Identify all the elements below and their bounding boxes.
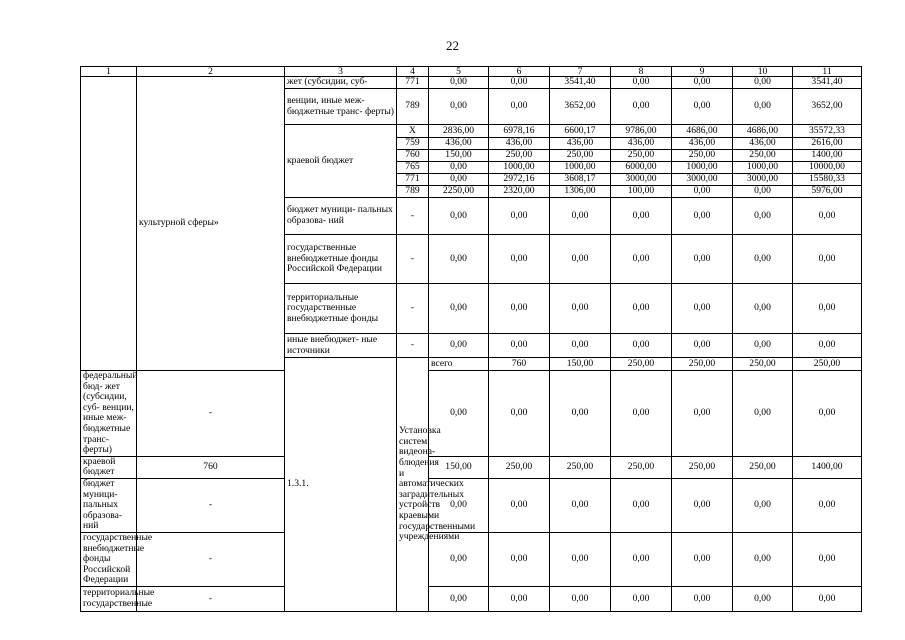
value-cell: 1400,00 (793, 150, 862, 162)
value-cell: 0,00 (672, 89, 733, 125)
value-cell: 0,00 (733, 186, 793, 198)
value-cell: 0,00 (429, 77, 489, 89)
value-cell: 2320,00 (489, 186, 550, 198)
table-row (81, 532, 862, 586)
header-cell: 7 (550, 67, 611, 77)
value-cell: 3000,00 (611, 174, 672, 186)
value-cell: 0,00 (793, 235, 862, 284)
header-cell: 3 (285, 67, 397, 77)
value-cell: 0,00 (733, 532, 793, 586)
code-cell: - (137, 586, 285, 611)
value-cell: 0,00 (611, 371, 672, 457)
table-row (81, 456, 862, 478)
item-number-cell: 1.3.1. (285, 358, 397, 612)
value-cell: 0,00 (550, 478, 611, 532)
value-cell: 4686,00 (733, 125, 793, 138)
header-cell: 1 (81, 67, 137, 77)
value-cell: 0,00 (733, 235, 793, 284)
value-cell: 436,00 (611, 138, 672, 150)
value-cell: 150,00 (550, 358, 611, 371)
code-cell: 789 (397, 89, 429, 125)
code-cell: - (397, 235, 429, 284)
value-cell: 0,00 (611, 198, 672, 235)
header-cell: 8 (611, 67, 672, 77)
code-cell: 760 (397, 150, 429, 162)
table-row (81, 371, 862, 457)
value-cell: 6978,16 (489, 125, 550, 138)
value-cell: 0,00 (733, 77, 793, 89)
value-cell: 35572,33 (793, 125, 862, 138)
value-cell: 6000,00 (611, 162, 672, 174)
value-cell: 0,00 (550, 586, 611, 611)
value-cell: 250,00 (672, 456, 733, 478)
value-cell: 250,00 (550, 456, 611, 478)
value-cell: 3000,00 (672, 174, 733, 186)
funding-source-cell: жет (субсидии, суб- (285, 77, 397, 89)
code-cell: 760 (489, 358, 550, 371)
value-cell: 0,00 (611, 284, 672, 334)
value-cell: 15580,33 (793, 174, 862, 186)
value-cell: 0,00 (793, 586, 862, 611)
value-cell: 2972,16 (489, 174, 550, 186)
value-cell: 0,00 (429, 334, 489, 358)
header-cell: 11 (793, 67, 862, 77)
code-cell: - (137, 532, 285, 586)
value-cell: 0,00 (489, 284, 550, 334)
value-cell: 0,00 (550, 284, 611, 334)
value-cell: 0,00 (429, 478, 489, 532)
value-cell: 0,00 (793, 478, 862, 532)
value-cell: 6600,17 (550, 125, 611, 138)
funding-source-cell: территориальные государственные (81, 586, 137, 611)
value-cell: 250,00 (733, 150, 793, 162)
item-number-cell (81, 77, 137, 371)
value-cell: 0,00 (429, 371, 489, 457)
value-cell: 3000,00 (733, 174, 793, 186)
value-cell: 0,00 (429, 174, 489, 186)
code-cell: - (137, 371, 285, 457)
value-cell: 5976,00 (793, 186, 862, 198)
value-cell: 0,00 (550, 235, 611, 284)
value-cell: 0,00 (672, 334, 733, 358)
table-row (81, 586, 862, 611)
value-cell: 2836,00 (429, 125, 489, 138)
value-cell: 250,00 (672, 150, 733, 162)
value-cell: 0,00 (611, 532, 672, 586)
value-cell: 436,00 (672, 138, 733, 150)
value-cell: 1000,00 (672, 162, 733, 174)
header-cell: 5 (429, 67, 489, 77)
budget-table (80, 66, 862, 612)
value-cell: 0,00 (550, 198, 611, 235)
header-cell: 10 (733, 67, 793, 77)
value-cell: 0,00 (429, 198, 489, 235)
value-cell: 0,00 (793, 371, 862, 457)
funding-source-cell: иные внебюджет- ные источники (285, 334, 397, 358)
code-cell: 789 (397, 186, 429, 198)
code-cell: 765 (397, 162, 429, 174)
value-cell: 436,00 (550, 138, 611, 150)
value-cell: 0,00 (550, 334, 611, 358)
value-cell: 0,00 (550, 532, 611, 586)
value-cell: 10000,00 (793, 162, 862, 174)
code-cell: 759 (397, 138, 429, 150)
value-cell: 0,00 (672, 478, 733, 532)
value-cell: 0,00 (489, 77, 550, 89)
value-cell: 250,00 (793, 358, 862, 371)
value-cell: 0,00 (672, 186, 733, 198)
value-cell: 0,00 (429, 284, 489, 334)
value-cell: 150,00 (429, 456, 489, 478)
value-cell: 0,00 (489, 478, 550, 532)
value-cell: 3541,40 (550, 77, 611, 89)
value-cell: 250,00 (489, 456, 550, 478)
value-cell: 9786,00 (611, 125, 672, 138)
funding-source-cell: венции, иные меж- бюджетные транс- ферты) (285, 89, 397, 125)
value-cell: 2250,00 (429, 186, 489, 198)
value-cell: 0,00 (672, 284, 733, 334)
code-cell: - (137, 478, 285, 532)
value-cell: 1400,00 (793, 456, 862, 478)
value-cell: 250,00 (611, 150, 672, 162)
value-cell: 0,00 (733, 334, 793, 358)
value-cell: 0,00 (611, 77, 672, 89)
value-cell: 3541,40 (793, 77, 862, 89)
header-cell: 9 (672, 67, 733, 77)
value-cell: 1000,00 (550, 162, 611, 174)
value-cell: 0,00 (672, 77, 733, 89)
table-row (81, 77, 862, 89)
value-cell: 0,00 (429, 162, 489, 174)
value-cell: 0,00 (733, 198, 793, 235)
code-cell: - (397, 334, 429, 358)
value-cell: 0,00 (429, 586, 489, 611)
value-cell: 1306,00 (550, 186, 611, 198)
value-cell: 250,00 (550, 150, 611, 162)
value-cell: 250,00 (489, 150, 550, 162)
funding-source-cell: краевой бюджет (81, 456, 137, 478)
code-cell: X (397, 125, 429, 138)
value-cell: 2616,00 (793, 138, 862, 150)
header-cell: 2 (137, 67, 285, 77)
value-cell: 0,00 (550, 371, 611, 457)
value-cell: 3608,17 (550, 174, 611, 186)
header-cell: 6 (489, 67, 550, 77)
value-cell: 150,00 (429, 150, 489, 162)
value-cell: 250,00 (611, 358, 672, 371)
value-cell: 436,00 (489, 138, 550, 150)
value-cell: 1000,00 (733, 162, 793, 174)
value-cell: 0,00 (672, 586, 733, 611)
value-cell: 0,00 (733, 89, 793, 125)
value-cell: 100,00 (611, 186, 672, 198)
value-cell: 0,00 (672, 235, 733, 284)
value-cell: 0,00 (733, 478, 793, 532)
funding-source-cell: бюджет муници- пальных образова- ний (285, 198, 397, 235)
value-cell: 250,00 (611, 456, 672, 478)
value-cell: 250,00 (733, 358, 793, 371)
value-cell: 3652,00 (550, 89, 611, 125)
value-cell: 0,00 (733, 284, 793, 334)
value-cell: 0,00 (489, 198, 550, 235)
code-cell: - (397, 198, 429, 235)
funding-source-cell: бюджет муници- пальных образова- ний (81, 478, 137, 532)
value-cell: 0,00 (672, 532, 733, 586)
value-cell: 0,00 (489, 334, 550, 358)
value-cell: 1000,00 (489, 162, 550, 174)
funding-source-cell: федеральный бюд- жет (субсидии, суб- венции, иные меж- бюджетные транс- ферты) (81, 371, 137, 457)
value-cell: 436,00 (429, 138, 489, 150)
funding-source-cell: краевой бюджет (285, 125, 397, 198)
header-cell: 4 (397, 67, 429, 77)
value-cell: 436,00 (733, 138, 793, 150)
value-cell: 0,00 (429, 532, 489, 586)
funding-source-cell: государственные внебюджетные фонды Российской Федерации (285, 235, 397, 284)
value-cell: 0,00 (793, 198, 862, 235)
value-cell: 0,00 (611, 235, 672, 284)
value-cell: 0,00 (793, 334, 862, 358)
value-cell: 0,00 (489, 235, 550, 284)
value-cell: 0,00 (733, 586, 793, 611)
funding-source-cell: всего (429, 358, 489, 371)
table-header-row (81, 67, 862, 77)
value-cell: 0,00 (489, 532, 550, 586)
value-cell: 250,00 (733, 456, 793, 478)
value-cell: 0,00 (429, 235, 489, 284)
value-cell: 0,00 (489, 586, 550, 611)
funding-source-cell: территориальные государственные внебюджетные фонды (285, 284, 397, 334)
value-cell: 0,00 (611, 89, 672, 125)
value-cell: 0,00 (429, 89, 489, 125)
value-cell: 0,00 (611, 478, 672, 532)
funding-source-cell: государственные внебюджетные фонды Российской Федерации (81, 532, 137, 586)
code-cell: 771 (397, 174, 429, 186)
code-cell: 771 (397, 77, 429, 89)
value-cell: 0,00 (793, 284, 862, 334)
item-name-cell: культурной сферы» (137, 77, 285, 371)
value-cell: 0,00 (611, 586, 672, 611)
page-number: 22 (446, 38, 459, 53)
value-cell: 0,00 (733, 371, 793, 457)
value-cell: 0,00 (489, 89, 550, 125)
item-name-cell: Установка систем видеона- блюдения и автоматических заградительных устройств краевыми государственными учреждениями (397, 358, 429, 612)
value-cell: 0,00 (672, 198, 733, 235)
value-cell: 3652,00 (793, 89, 862, 125)
value-cell: 0,00 (611, 334, 672, 358)
value-cell: 0,00 (489, 371, 550, 457)
value-cell: 0,00 (672, 371, 733, 457)
value-cell: 0,00 (793, 532, 862, 586)
value-cell: 250,00 (672, 358, 733, 371)
value-cell: 4686,00 (672, 125, 733, 138)
code-cell: 760 (137, 456, 285, 478)
code-cell: - (397, 284, 429, 334)
